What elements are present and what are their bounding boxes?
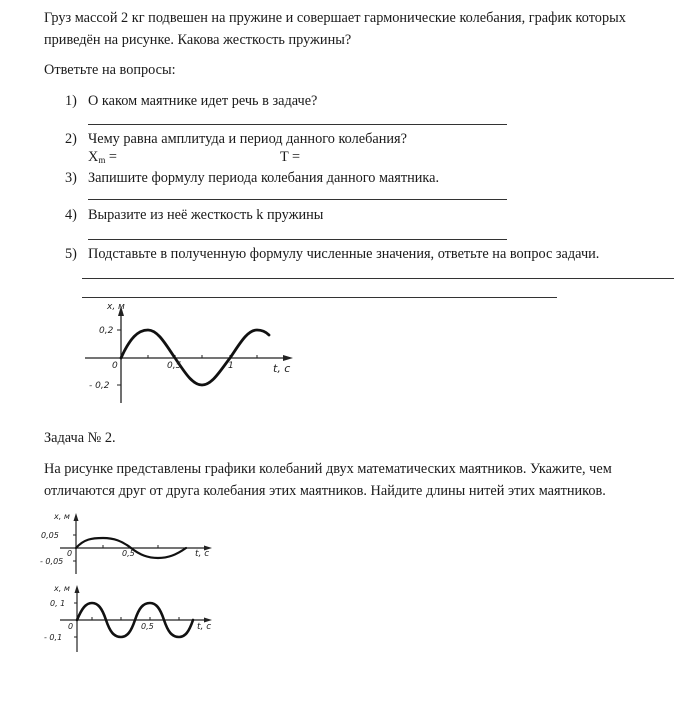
y-tick-label-top: 0,05	[41, 531, 59, 540]
oscillation-graph-3	[40, 580, 220, 655]
origin-label: 0	[67, 549, 73, 558]
y-tick-label-top: 0, 1	[50, 599, 66, 608]
question-3-text: Запишите формулу периода колебания данного маятника.	[88, 170, 440, 186]
task2-text-line2: отличаются друг от друга колебания этих маятников. Найдите длины нитей этих маятников.	[44, 483, 606, 499]
question-4-text: Выразите из неё жесткость k пружины	[88, 207, 324, 223]
questions-prompt: Ответьте на вопросы:	[44, 62, 176, 78]
y-tick-label-top: 0,2	[99, 326, 114, 336]
x-tick-label-0-5: 0,5	[167, 361, 182, 371]
y-axis-arrow-icon	[75, 585, 80, 593]
y-axis-label: x, м	[54, 512, 70, 521]
y-axis-label: x, м	[107, 302, 125, 312]
task1-text-line2: приведён на рисунке. Какова жесткость пружины?	[44, 32, 352, 48]
amplitude-field[interactable]: $X_m$ =	[88, 149, 117, 165]
oscillation-graph-1	[85, 298, 300, 408]
answer-line-4[interactable]	[88, 239, 507, 240]
x-tick-label-0-5: 0,5	[141, 622, 154, 631]
question-2-text: Чему равна амплитуда и период данного колебания?	[88, 131, 407, 147]
answer-line-5a[interactable]	[82, 278, 674, 279]
question-3-number: 3)	[65, 170, 77, 186]
x-axis-arrow-icon	[283, 355, 293, 361]
y-axis-arrow-icon	[74, 513, 79, 521]
y-tick-label-bottom: - 0,05	[40, 557, 64, 566]
x-axis-label: t, c	[197, 622, 212, 632]
y-tick-label-bottom: - 0,1	[44, 633, 63, 642]
x-tick-label-1: 1	[228, 361, 234, 371]
question-4-number: 4)	[65, 207, 77, 223]
origin-label: 0	[68, 622, 74, 631]
period-field[interactable]: T =	[280, 149, 301, 165]
x-axis-label: t, c	[195, 549, 210, 559]
oscillation-graph-2	[40, 508, 220, 578]
y-tick-label-bottom: - 0,2	[89, 381, 110, 391]
question-5-number: 5)	[65, 246, 77, 262]
answer-line-3[interactable]	[88, 199, 507, 200]
x-axis-label: t, c	[273, 362, 291, 375]
task2-text-line1: На рисунке представлены графики колебаний двух математических маятников. Укажите, чем	[44, 461, 612, 477]
task1-text-line1: Груз массой 2 кг подвешен на пружине и совершает гармонические колебания, график которых	[44, 10, 626, 26]
origin-label: 0	[112, 361, 118, 371]
answer-line-1[interactable]	[88, 124, 507, 125]
question-1-text: О каком маятнике идет речь в задаче?	[88, 93, 318, 109]
x-tick-label-0-5: 0,5	[122, 549, 135, 558]
question-5-text: Подставьте в полученную формулу численные значения, ответьте на вопрос задачи.	[88, 246, 600, 262]
question-1-number: 1)	[65, 93, 77, 109]
task2-title: Задача № 2.	[44, 430, 116, 446]
question-2-number: 2)	[65, 131, 77, 147]
y-axis-label: x, м	[54, 584, 70, 593]
